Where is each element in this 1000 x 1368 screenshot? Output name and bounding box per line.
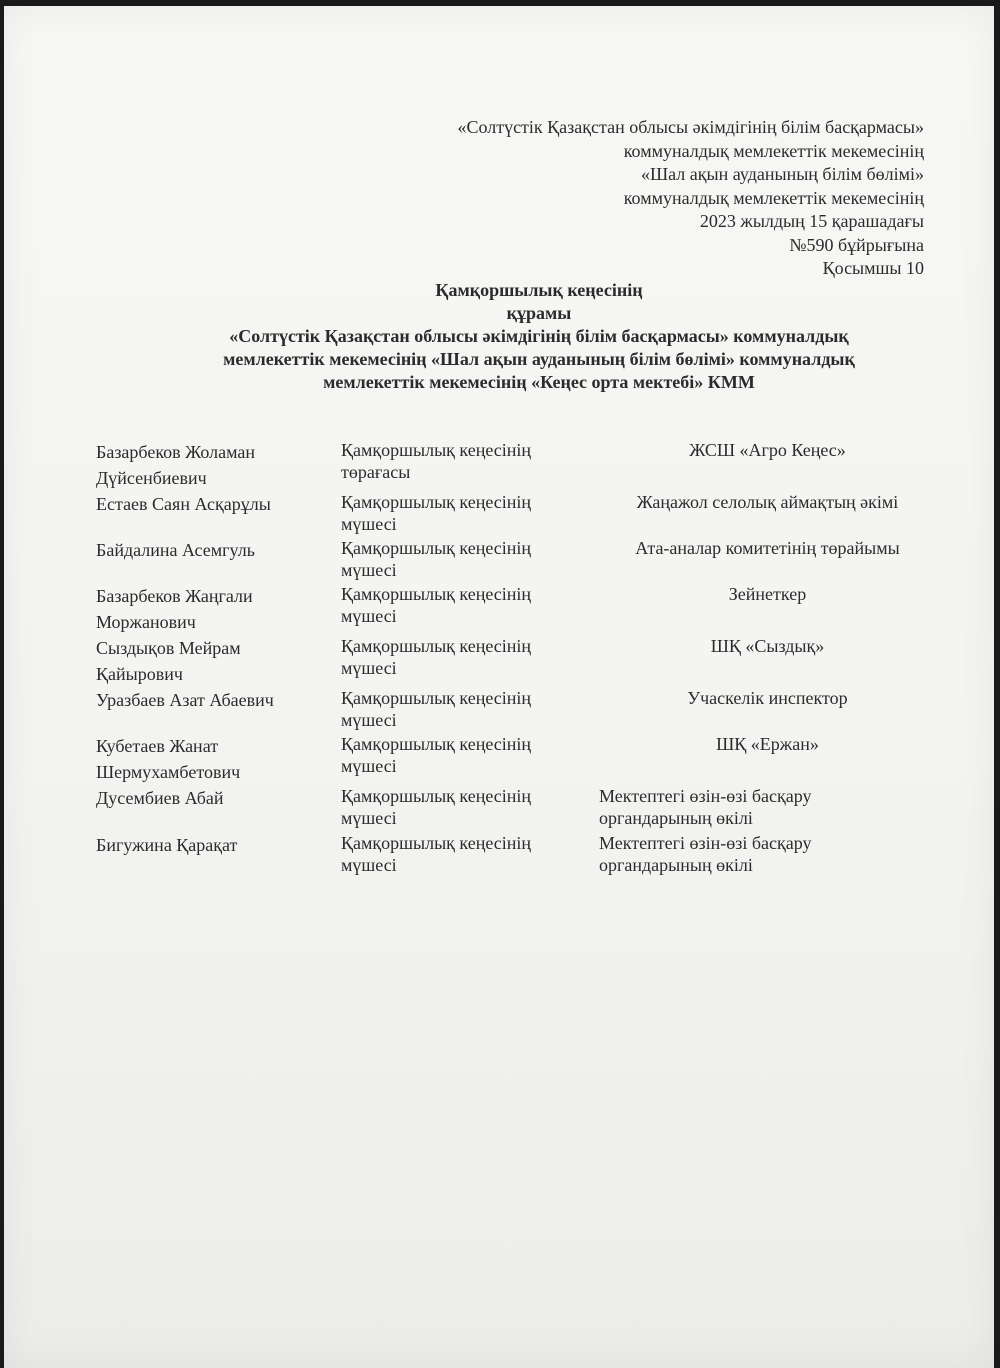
header-line: 2023 жылдың 15 қарашадағы xyxy=(699,211,924,231)
member-role-line: мүшесі xyxy=(341,560,397,580)
member-row xyxy=(96,439,936,491)
member-name-line: Базарбеков Жаңгали xyxy=(96,586,253,606)
member-role-line: Қамқоршылық кеңесінің xyxy=(341,440,532,460)
member-org-line: ШҚ «Сыздық» xyxy=(710,636,825,656)
member-role-line: мүшесі xyxy=(341,855,397,875)
member-org-line: органдарының өкілі xyxy=(599,855,753,875)
member-org-line: Учаскелік инспектор xyxy=(687,688,848,708)
member-role xyxy=(341,537,599,583)
member-organization xyxy=(599,733,936,785)
title-line: мемлекеттік мекемесінің «Шал ақын ауданының білім бөлімі» коммуналдық xyxy=(223,349,855,369)
member-role xyxy=(341,583,599,635)
member-organization xyxy=(599,635,936,687)
member-organization xyxy=(599,785,936,832)
header-line: коммуналдық мемлекеттік мекемесінің xyxy=(623,187,924,208)
title-line: мемлекеттік мекемесінің «Кеңес орта мектебі» КММ xyxy=(323,372,755,392)
member-role-line: мүшесі xyxy=(341,808,397,828)
member-role-line: Қамқоршылық кеңесінің xyxy=(341,786,532,806)
member-name-line: Дусембиев Абай xyxy=(96,788,224,808)
member-role-line: мүшесі xyxy=(341,606,397,626)
member-org-line: Ата-аналар комитетінің төрайымы xyxy=(635,538,900,558)
member-role-line: Қамқоршылық кеңесінің xyxy=(341,584,532,604)
member-role-line: мүшесі xyxy=(341,514,397,534)
member-name xyxy=(96,583,341,635)
member-row xyxy=(96,491,936,537)
member-name-line: Моржанович xyxy=(96,612,196,632)
member-org-line: органдарының өкілі xyxy=(599,808,753,828)
member-name xyxy=(96,439,341,491)
member-role-line: Қамқоршылық кеңесінің xyxy=(341,492,532,512)
member-name-line: Шермухамбетович xyxy=(96,762,241,782)
member-org-line: ЖСШ «Агро Кеңес» xyxy=(689,440,846,460)
title-line: «Солтүстік Қазақстан облысы әкімдігінің білім басқармасы» коммуналдық xyxy=(229,326,849,346)
member-role xyxy=(341,687,599,733)
member-organization xyxy=(599,537,936,583)
member-role xyxy=(341,785,599,832)
members-list xyxy=(96,439,936,879)
member-name-line: Уразбаев Азат Абаевич xyxy=(96,690,274,710)
header-line: «Солтүстік Қазақстан облысы әкімдігінің білім басқармасы» xyxy=(457,117,924,137)
member-role xyxy=(341,439,599,491)
member-role-line: Қамқоршылық кеңесінің xyxy=(341,688,532,708)
appendix-header xyxy=(224,116,924,281)
member-name-line: Базарбеков Жоламан xyxy=(96,442,256,462)
member-name xyxy=(96,733,341,785)
member-row xyxy=(96,785,936,832)
document-title xyxy=(94,279,984,394)
member-org-line: Жаңажол селолық аймақтың әкімі xyxy=(636,492,899,512)
member-row xyxy=(96,537,936,583)
member-name xyxy=(96,537,341,583)
member-name xyxy=(96,832,341,879)
member-organization xyxy=(599,687,936,733)
member-row xyxy=(96,733,936,785)
member-role xyxy=(341,491,599,537)
member-name-line: Дүйсенбиевич xyxy=(96,468,207,488)
header-line: коммуналдық мемлекеттік мекемесінің xyxy=(623,140,924,161)
member-org-line: Мектептегі өзін-өзі басқару xyxy=(599,833,812,853)
member-name-line: Кубетаев Жанат xyxy=(96,736,219,756)
member-name xyxy=(96,785,341,832)
member-role xyxy=(341,733,599,785)
header-line: №590 бұйрығына xyxy=(789,234,924,255)
member-organization xyxy=(599,491,936,537)
member-name xyxy=(96,635,341,687)
member-name xyxy=(96,491,341,537)
header-line: «Шал ақын ауданының білім бөлімі» xyxy=(641,164,924,184)
member-role-line: Қамқоршылық кеңесінің xyxy=(341,538,532,558)
title-line: құрамы xyxy=(506,303,572,323)
member-org-line: ШҚ «Ержан» xyxy=(716,734,819,754)
member-org-line: Зейнеткер xyxy=(728,584,807,604)
member-role-line: төрағасы xyxy=(341,462,411,482)
member-role-line: мүшесі xyxy=(341,756,397,776)
member-role-line: Қамқоршылық кеңесінің xyxy=(341,636,532,656)
member-organization xyxy=(599,583,936,635)
member-name-line: Сыздықов Мейрам xyxy=(96,638,241,658)
member-row xyxy=(96,832,936,879)
member-role-line: мүшесі xyxy=(341,658,397,678)
member-role-line: Қамқоршылық кеңесінің xyxy=(341,734,532,754)
header-line: Қосымшы 10 xyxy=(822,258,924,278)
member-name-line: Қайырович xyxy=(96,664,183,684)
member-name-line: Байдалина Асемгуль xyxy=(96,540,255,560)
document-page xyxy=(4,6,994,1368)
member-name-line: Естаев Саян Асқарұлы xyxy=(96,494,271,514)
member-role xyxy=(341,832,599,879)
member-name-line: Бигужина Қарақат xyxy=(96,835,238,855)
member-role-line: Қамқоршылық кеңесінің xyxy=(341,833,532,853)
title-line: Қамқоршылық кеңесінің xyxy=(435,280,643,300)
member-row xyxy=(96,635,936,687)
member-org-line: Мектептегі өзін-өзі басқару xyxy=(599,786,812,806)
member-row xyxy=(96,687,936,733)
member-organization xyxy=(599,832,936,879)
member-name xyxy=(96,687,341,733)
member-organization xyxy=(599,439,936,491)
member-role-line: мүшесі xyxy=(341,710,397,730)
member-role xyxy=(341,635,599,687)
member-row xyxy=(96,583,936,635)
